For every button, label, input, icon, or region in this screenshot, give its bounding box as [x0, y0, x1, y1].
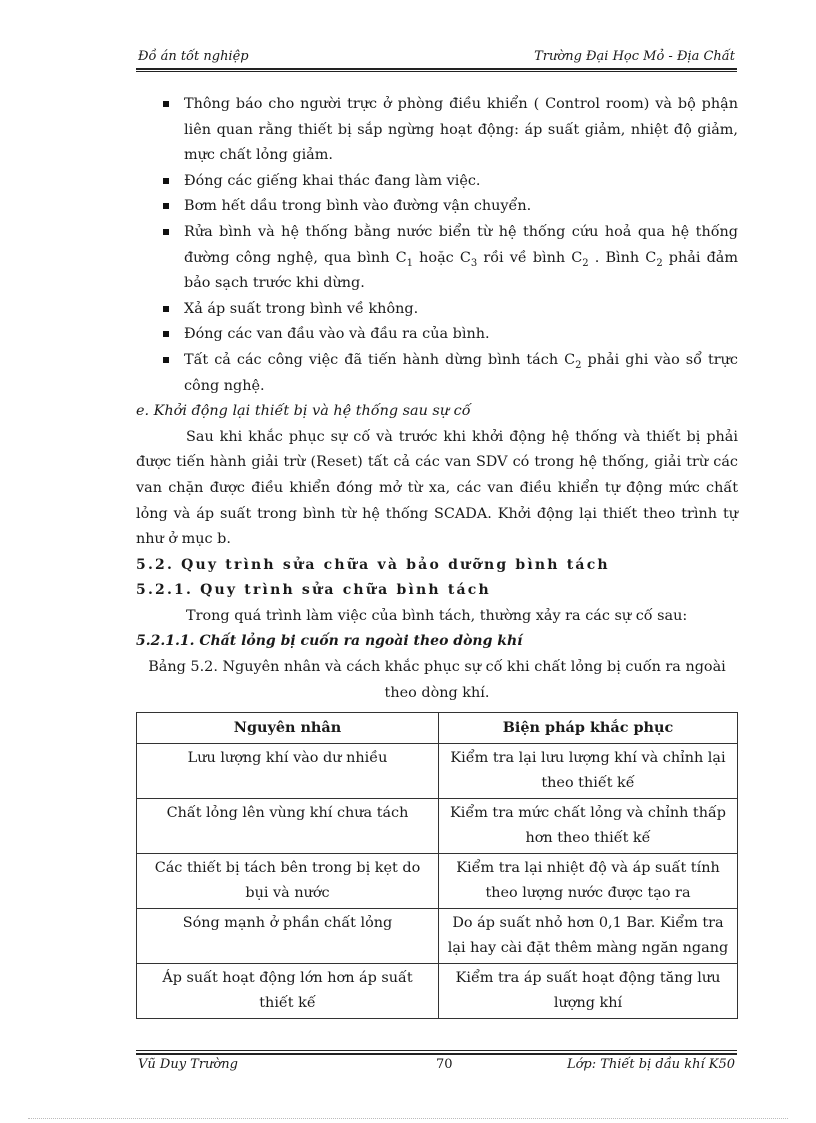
table-cell: Kiểm tra áp suất hoạt động tăng lưu lượng khí: [439, 964, 738, 1019]
table-row: [137, 964, 738, 1019]
bullet-icon: [163, 357, 169, 363]
list-item-text: Bơm hết dầu trong bình vào đường vận chuyển.: [184, 198, 532, 215]
page-content: [136, 92, 738, 1019]
section-5-2-1-1-heading: 5.2.1.1. Chất lỏng bị cuốn ra ngoài theo dòng khí: [136, 633, 523, 650]
page-footer: [136, 1057, 737, 1075]
page-edge-divider: [28, 1118, 788, 1119]
header-rule-thick: [136, 68, 737, 70]
list-item: [136, 169, 738, 195]
table-cell: Kiểm tra lại nhiệt độ và áp suất tính theo lượng nước được tạo ra: [439, 854, 738, 909]
column-header-remedy: Biện pháp khắc phục: [439, 713, 738, 744]
footer-class: Lớp: Thiết bị dầu khí K50: [566, 1057, 735, 1072]
bullet-icon: [163, 331, 169, 337]
list-item: [136, 92, 738, 169]
page-header: [136, 49, 737, 67]
list-item: [136, 322, 738, 348]
table-row: [137, 854, 738, 909]
header-left-text: Đồ án tốt nghiệp: [138, 49, 249, 64]
bullet-icon: [163, 203, 169, 209]
table-cell: Chất lỏng lên vùng khí chưa tách: [137, 799, 439, 854]
table-cell: Các thiết bị tách bên trong bị kẹt do bụi và nước: [137, 854, 439, 909]
column-header-cause: Nguyên nhân: [137, 713, 439, 744]
list-item-text: Tất cả các công việc đã tiến hành dừng bình tách $C_2$ phải ghi vào sổ trực công nghệ.: [184, 351, 738, 394]
list-item: [136, 194, 738, 220]
table-row: [137, 799, 738, 854]
footer-author: Vũ Duy Trường: [138, 1057, 238, 1072]
bullet-icon: [163, 229, 169, 235]
footer-rule-thin: [136, 1050, 737, 1051]
table-cell: Áp suất hoạt động lớn hơn áp suất thiết kế: [137, 964, 439, 1019]
section-5-2-1-heading: 5.2.1. Quy trình sửa chữa bình tách: [136, 582, 491, 599]
table-header-row: [137, 713, 738, 744]
section-5-2-1-intro: Trong quá trình làm việc của bình tách, thường xảy ra các sự cố sau:: [186, 607, 688, 624]
header-rule-thin: [136, 71, 737, 72]
bullet-list: [136, 92, 738, 399]
table-cell: Kiểm tra mức chất lỏng và chỉnh thấp hơn theo thiết kế: [439, 799, 738, 854]
section-e-heading: e. Khởi động lại thiết bị và hệ thống sau sự cố: [136, 403, 471, 420]
table-row: [137, 909, 738, 964]
list-item-text: Đóng các giếng khai thác đang làm việc.: [184, 172, 481, 189]
list-item-text: Đóng các van đầu vào và đầu ra của bình.: [184, 326, 490, 343]
footer-rule-thick: [136, 1053, 737, 1055]
list-item: [136, 348, 738, 399]
causes-table: [136, 712, 738, 1019]
table-cell: Sóng mạnh ở phần chất lỏng: [137, 909, 439, 964]
section-e-paragraph: Sau khi khắc phục sự cố và trước khi khởi động hệ thống và thiết bị phải được tiến hành giải trừ (Reset) tất cả các van SDV có trong hệ thống, giải trừ các van chặn được điều khiển đóng mở từ xa, các van điều khiển tự động mức chất lỏng và áp suất trong bình từ hệ thống SCADA. Khởi động lại thiết theo trình tự như ở mục b.: [136, 428, 738, 548]
bullet-icon: [163, 101, 169, 107]
table-cell: Do áp suất nhỏ hơn 0,1 Bar. Kiểm tra lại hay cài đặt thêm màng ngăn ngang: [439, 909, 738, 964]
table-cell: Lưu lượng khí vào dư nhiều: [137, 744, 439, 799]
table-caption: Bảng 5.2. Nguyên nhân và cách khắc phục sự cố khi chất lỏng bị cuốn ra ngoài theo dòng khí.: [148, 659, 726, 701]
list-item: [136, 220, 738, 297]
section-5-2-heading: 5.2. Quy trình sửa chữa và bảo dưỡng bình tách: [136, 556, 610, 573]
bullet-icon: [163, 178, 169, 184]
table-row: [137, 744, 738, 799]
table-cell: Kiểm tra lại lưu lượng khí và chỉnh lại theo thiết kế: [439, 744, 738, 799]
list-item-text: Rửa bình và hệ thống bằng nước biển từ hệ thống cứu hoả qua hệ thống đường công nghệ, qua bình $C_1$ hoặc $C_3$ rồi về bình $C_2$ . Bình $C_2$ phải đảm bảo sạch trước khi dừng.: [184, 223, 739, 292]
bullet-icon: [163, 306, 169, 312]
page-number: 70: [436, 1057, 453, 1072]
list-item-text: Xả áp suất trong bình về không.: [184, 300, 419, 317]
list-item-text: Thông báo cho người trực ở phòng điều khiển ( Control room) và bộ phận liên quan rằng thiết bị sắp ngừng hoạt động: áp suất giảm, nhiệt độ giảm, mực chất lỏng giảm.: [184, 96, 738, 164]
header-right-text: Trường Đại Học Mỏ - Địa Chất: [534, 49, 735, 64]
list-item: [136, 297, 738, 323]
